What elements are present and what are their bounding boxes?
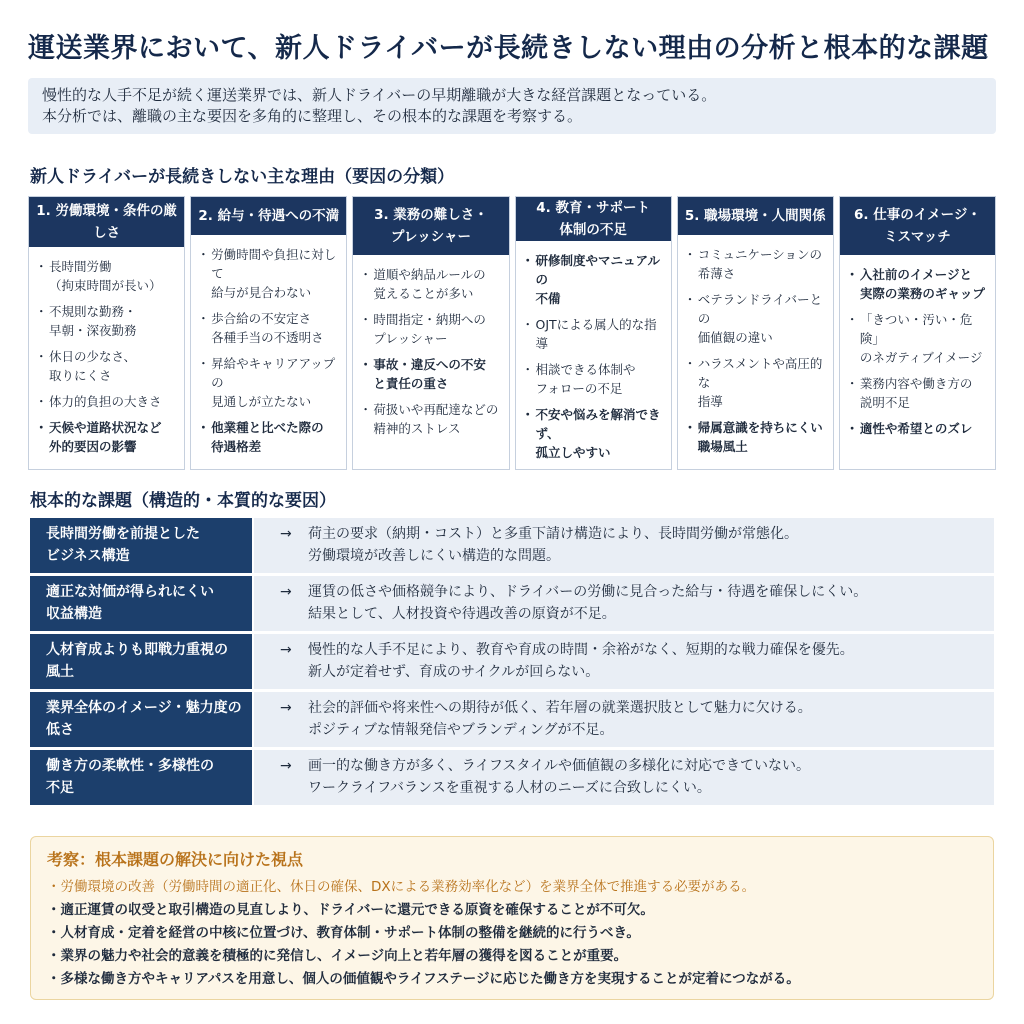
reason-column-body [840, 255, 995, 451]
reason-column-header: 4. 教育・サポート 体制の不足 [516, 197, 671, 241]
reason-item: ・ コミュニケーションの 希薄さ [688, 245, 827, 283]
reason-item: ・ 時間指定・納期への プレッシャー [363, 310, 502, 348]
issue-label: 働き方の柔軟性・多様性の 不足 [30, 750, 252, 805]
reason-column [190, 196, 347, 470]
arrow-right-icon: → [280, 584, 292, 600]
reason-column-header: 5. 職場環境・人間関係 [678, 197, 833, 235]
issue-label: 業界全体のイメージ・魅力度の 低さ [30, 692, 252, 747]
reason-column-header: 2. 給与・待遇への不満 [191, 197, 346, 235]
issue-description [254, 750, 994, 805]
page-title: 運送業界において、新人ドライバーが長続きしない理由の分析と根本的な課題 [28, 33, 989, 64]
reason-column-body [29, 247, 184, 469]
reason-item: ・ OJTによる属人的な指導 [526, 315, 665, 353]
issue-label: 長時間労働を前提とした ビジネス構造 [30, 518, 252, 573]
consideration-item: ・業界の魅力や社会的意義を積極的に発信し、イメージ向上と若年層の獲得を図ることが重要。 [47, 948, 628, 964]
reason-item: ・ 天候や道路状況など 外的要因の影響 [39, 418, 178, 456]
reason-item: ・ ベテランドライバーとの 価値観の違い [688, 290, 827, 347]
reason-item: ・ 他業種と比べた際の 待遇格差 [201, 418, 340, 456]
reason-item: ・ 荷扱いや再配達などの 精神的ストレス [363, 400, 502, 438]
reasons-heading: 新人ドライバーが長続きしない主な理由（要因の分類） [30, 167, 455, 187]
consideration-item: ・多様な働き方やキャリアパスを用意し、個人の価値観やライフステージに応じた働き方を実現することが定着につながる。 [47, 971, 800, 987]
issue-text: 荷主の要求（納期・コスト）と多重下請け構造により、長時間労働が常態化。 労働環境が改善しにくい構造的な問題。 [308, 526, 798, 564]
reason-column [839, 196, 996, 470]
reason-column [28, 196, 185, 470]
consideration-item: ・適正運賃の収受と取引構造の見直しより、ドライバーに還元できる原資を確保することが不可欠。 [47, 902, 654, 918]
issue-row [30, 576, 994, 631]
issue-description [254, 576, 994, 631]
arrow-right-icon: → [280, 526, 292, 542]
reason-column [677, 196, 834, 470]
reason-item: ・ 事故・違反への不安 と責任の重さ [363, 355, 502, 393]
consideration-item: ・労働環境の改善（労働時間の適正化、休日の確保、DXによる業務効率化など）を業界全体で推進する必要がある。 [47, 879, 756, 895]
issue-text: 運賃の低さや価格競争により、ドライバーの労働に見合った給与・待遇を確保しにくい。 結果として、人材投資や待遇改善の原資が不足。 [308, 584, 868, 622]
reason-column-header: 6. 仕事のイメージ・ ミスマッチ [840, 197, 995, 255]
issue-row [30, 634, 994, 689]
reason-item: ・ 体力的負担の大きさ [39, 392, 178, 411]
issue-description [254, 692, 994, 747]
intro-line-2: 本分析では、離職の主な要因を多角的に整理し、その根本的な課題を考察する。 [42, 107, 583, 125]
reason-item: ・ 昇給やキャリアアップの 見通しが立たない [201, 354, 340, 411]
reason-item: ・ 「きつい・汚い・危険」 のネガティブイメージ [850, 310, 989, 367]
reason-item: ・ 歩合給の不安定さ 各種手当の不透明さ [201, 309, 340, 347]
reason-column [515, 196, 672, 470]
reason-column [352, 196, 509, 470]
intro-line-1: 慢性的な人手不足が続く運送業界では、新人ドライバーの早期離職が大きな経営課題となっている。 [42, 86, 717, 104]
issues-table [30, 518, 994, 808]
arrow-right-icon: → [280, 700, 292, 716]
reason-item: ・ 相談できる体制や フォローの不足 [526, 360, 665, 398]
consideration-title: 考察：根本課題の解決に向けた視点 [47, 850, 304, 869]
reason-column-header: 3. 業務の難しさ・ プレッシャー [353, 197, 508, 255]
issue-label: 適正な対価が得られにくい 収益構造 [30, 576, 252, 631]
arrow-right-icon: → [280, 758, 292, 774]
consideration-list [47, 876, 977, 991]
reason-item: ・ 休日の少なさ、 取りにくさ [39, 347, 178, 385]
issue-label: 人材育成よりも即戦力重視の 風土 [30, 634, 252, 689]
issue-row [30, 518, 994, 573]
reasons-grid [28, 196, 996, 470]
reason-item: ・ 労働時間や負担に対して 給与が見合わない [201, 245, 340, 302]
consideration-item: ・人材育成・定着を経営の中核に位置づけ、教育体制・サポート体制の整備を継続的に行うべき。 [47, 925, 640, 941]
reason-item: ・ 長時間労働 （拘束時間が長い） [39, 257, 178, 295]
reason-item: ・ 道順や納品ルールの 覚えることが多い [363, 265, 502, 303]
issues-heading: 根本的な課題（構造的・本質的な要因） [30, 491, 336, 511]
reason-item: ・ 業務内容や働き方の 説明不足 [850, 374, 989, 412]
consideration-box [30, 836, 994, 1000]
issue-text: 慢性的な人手不足により、教育や育成の時間・余裕がなく、短期的な戦力確保を優先。 新人が定着せず、育成のサイクルが回らない。 [308, 642, 854, 680]
reason-column-body [678, 235, 833, 469]
intro-box [28, 78, 996, 134]
reason-column-header: 1. 労働環境・条件の厳しさ [29, 197, 184, 247]
arrow-right-icon: → [280, 642, 292, 658]
reason-item: ・ 不規則な勤務・ 早朝・深夜勤務 [39, 302, 178, 340]
issue-row [30, 692, 994, 747]
issue-description [254, 518, 994, 573]
reason-column-body [191, 235, 346, 469]
issue-row [30, 750, 994, 805]
reason-column-body [516, 241, 671, 475]
issue-text: 社会的評価や将来性への期待が低く、若年層の就業選択肢として魅力に欠ける。 ポジティブな情報発信やブランディングが不足。 [308, 700, 812, 738]
reason-item: ・ 帰属意識を持ちにくい 職場風土 [688, 418, 827, 456]
reason-item: ・ ハラスメントや高圧的な 指導 [688, 354, 827, 411]
issue-description [254, 634, 994, 689]
reason-item: ・ 適性や希望とのズレ [850, 419, 989, 438]
reason-item: ・ 不安や悩みを解消できず、 孤立しやすい [526, 405, 665, 462]
issue-text: 画一的な働き方が多く、ライフスタイルや価値観の多様化に対応できていない。 ワークライフバランスを重視する人材のニーズに合致しにくい。 [308, 758, 811, 796]
reason-item: ・ 入社前のイメージと 実際の業務のギャップ [850, 265, 989, 303]
reason-column-body [353, 255, 508, 451]
reason-item: ・ 研修制度やマニュアルの 不備 [526, 251, 665, 308]
